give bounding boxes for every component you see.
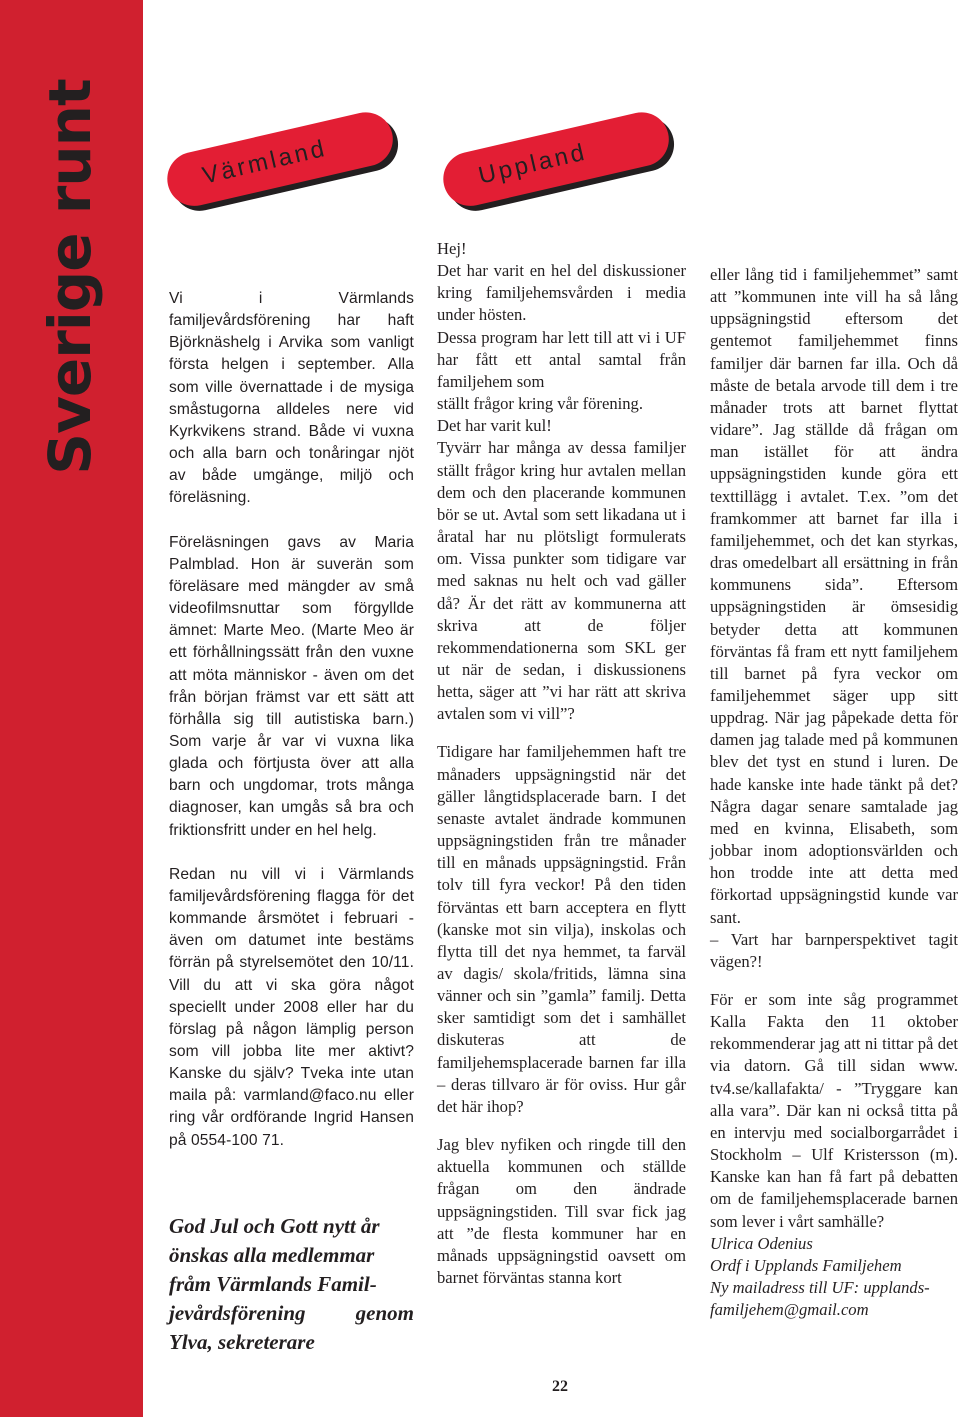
signature-name: Ulrica Odenius (710, 1233, 813, 1253)
signature-title: Ordf i Upplands Familjehem (710, 1255, 902, 1275)
paragraph: Vi i Värmlands familjevårdsförening har haft Björknäshelg i Arvika som vanligt första helgen i september. Alla som ville övernattade i de mysiga småstugorna alldeles nere vid Kyrkvikens strand. Både vi vuxna och alla barn och tonåringar njöt av både umgänge, miljö och föreläsning. (169, 290, 414, 507)
paragraph: Dessa program har lett till att vi i UF har fått ett antal samtal från familjehem som (437, 327, 686, 391)
paragraph: Tidigare har familjehemmen haft tre månaders uppsägningstid när det gäller långtidsplacerade barn. I det senaste avtalet ändrade kommunen uppsägningstiden från tre månader till en månads uppsägningstid. Från tolv till fyra veckor! På den tiden förväntas ett barn acceptera en flytt (kanske mot sin vilja), inskolas och flytta till det nya hemmet, ta farväl av dagis/ skola/fritids, lämna sina vänner och sin ”gamla” familj. Detta sker samtidigt som det i samhället diskuteras att de familjehemsplacerade barnen far illa – deras tillvaro är för oviss. Hur går det här ihop? (437, 742, 686, 1116)
greeting-line: fråm Värmlands Famil- (169, 1272, 377, 1296)
christmas-greeting (169, 1212, 414, 1357)
paragraph: Föreläsningen gavs av Maria Palmblad. Hon är suverän som föreläsare med mängder av små videofilmsnuttar som förgyllde ämnet: Marte Meo. (Marte Meo är ett förhållningssätt från den vuxne att möta människor - även om det från början främst var ett sätt att förhålla sig till autistiska barn.) Som varje år var vi vuxna lika glada och förtjusta över att alla barn och ungdomar, trots många diagnoser, kan umgås så bra och friktionsfritt under en hel helg. (169, 533, 414, 839)
signature-mail-label: Ny mailadress till UF: upplands- (710, 1278, 930, 1298)
paragraph: Jag blev nyfiken och ringde till den aktuella kommunen och ställde frågan om den ändrade uppsägningstiden. Till svar fick jag att ”de flesta kommuner har en månads uppsägningstid oavsett om barnet förväntas stanna kort (437, 1135, 686, 1288)
paragraph: ställt frågor kring vår förening. (437, 394, 643, 414)
signature-mail: familjehem@gmail.com (710, 1300, 869, 1320)
article-column-varmland (169, 288, 414, 1152)
paragraph: Redan nu vill vi i Värmlands familjevårdsförening flagga för det kommande årsmötet i februari - även om datumet inte bestäms förrän på styrelsemötet den 10/11. Vill du att vi ska göra något speciellt under 2008 eller har du förslag på någon lämplig person som vill jobba lite mer aktivt? Kanske du själv? Tveka inte utan maila på: varmland@faco.nu eller ring vår ordförande Ingrid Hansen på 0554-100 71. (169, 865, 414, 1149)
paragraph: – Vart har barnperspektivet tagit vägen?! (710, 929, 958, 971)
greeting-line: Ylva, sekreterare (169, 1330, 315, 1354)
greeting-line: God Jul och Gott nytt år (169, 1214, 380, 1238)
paragraph: Det har varit kul! (437, 416, 552, 436)
article-column-uppland (437, 238, 686, 1289)
paragraph: Tyvärr har många av dessa familjer ställt frågor kring hur avtalen mellan dem och den placerande kommunen bör se ut. Avtal som sett likadana ut i åratal har nu plötsligt formulerats om. Vissa punkter som tidigare var med saknas nu helt och vad gäller då? Är det rätt av kommunerna att skriva att de följer rekommendationerna som SKL ger ut när de sedan, i diskussionens hetta, säger att ”vi har rätt att skriva avtalen som vi vill”? (437, 438, 686, 724)
paragraph: För er som inte såg programmet Kalla Fakta den 11 oktober rekommenderar jag att ni tittar på det via datorn. Gå till sidan www. tv4.se/kallafakta/ - ”Tryggare kan alla vara”. Där kan ni också titta på en intervju med socialborgarrådet i Stockholm – Ulf Kristersson (m). Kanske kan han få fart på debatten om de familjehemsplacerade barnen som lever i vårt samhälle? (710, 990, 958, 1231)
sidebar-band (0, 0, 143, 1417)
paragraph: Det har varit en hel del diskussioner kring familjehemsvården i media under hösten. (437, 261, 686, 325)
paragraph: eller lång tid i familjehemmet” samt att ”kommunen inte vill ha så lång uppsägningstid eftersom det gentemot familjehemmet finns familjer där barnen far illa. Och då måste de betala arvode till dem i tre månader trots att barnet flyttat vidare”. Jag ställde då frågan om man istället för att ändra uppsägningstiden kunde göra ett texttillägg i avtalet. T.ex. ”om det framkommer att barnet far illa i familjehemmet, och det kan styrkas, dras omedelbart all ersättning in från kommunens sida”. Eftersom uppsägningstiden är ömsesidig betyder detta att kommunen förväntas få fram ett nytt familjehem till barnet på fyra veckor om familjehemmet säger upp sitt uppdrag. När jag påpekade detta för damen jag talade med på kommunen blev det tyst en stund i luren. De hade kanske inte hade tänkt på det? Några dagar senare samtalade jag med en kvinna, Elisabeth, som jobbar inom adoptionsvärlden och hon trodde inte att detta med förkortad uppsägningstid kunde var sant. (710, 265, 958, 927)
section-label-uppland: Uppland (438, 107, 674, 211)
greeting-line: jevårdsförening genom (169, 1301, 414, 1325)
section-label-varmland: Värmland (162, 107, 398, 211)
page-number: 22 (552, 1378, 568, 1395)
article-column-uppland-cont (710, 264, 958, 1321)
paragraph: Hej! (437, 239, 467, 258)
section-title: Sverige runt (36, 79, 104, 475)
greeting-line: önskas alla medlemmar (169, 1243, 375, 1267)
